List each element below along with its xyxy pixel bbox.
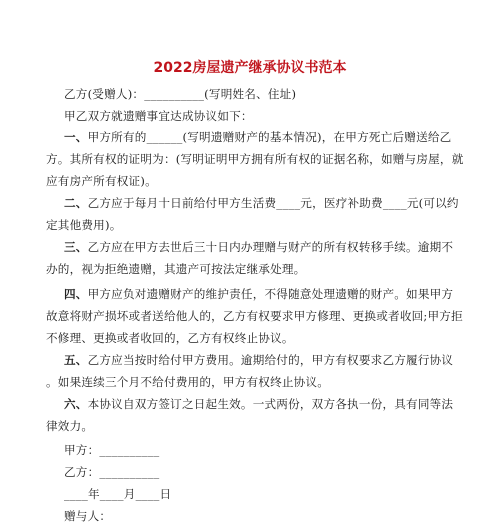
- party-b-line: 乙方(受赠人)：__________(写明姓名、住址): [64, 87, 297, 101]
- clause-4-text-1: 甲方应负对遗赠财产的维护责任，不得随意处理遗赠的财产。如果甲方: [87, 287, 454, 301]
- signature-party-b: 乙方：__________: [64, 465, 160, 479]
- clause-2-text-1: 乙方应于每月十日前给付甲方生活费____元，医疗补助费____元(可以约: [87, 196, 459, 210]
- clause-2-number: 二、: [64, 196, 88, 210]
- clause-1-text-1: 甲方所有的______(写明遗赠财产的基本情况)，在甲方死亡后赠送给乙: [87, 130, 452, 144]
- clause-4-line-1: [64, 287, 453, 301]
- clause-1-line-1: [64, 130, 451, 144]
- clause-2-line-2: 定其他费用)。: [46, 218, 122, 232]
- clause-1-line-2: 方。其所有权的证明为：(写明证明甲方拥有所有权的证据名称，如赠与房屋，就: [46, 152, 464, 166]
- clause-4-line-3: 不修理、更换或者收回的，乙方有权终止协议。: [46, 331, 294, 345]
- clause-3-number: 三、: [64, 240, 88, 254]
- clause-5-text-1: 乙方应当按时给付甲方费用。逾期给付的，甲方有权要求乙方履行协议: [87, 353, 454, 367]
- clause-3-line-1: [64, 240, 453, 254]
- clause-3-text-1: 乙方应在甲方去世后三十日内办理赠与财产的所有权转移手续。逾期不: [87, 240, 454, 254]
- document-title: 2022房屋遗产继承协议书范本: [153, 60, 347, 76]
- clause-4-line-2: 故意将财产损坏或者送给他人的，乙方有权要求甲方修理、更换或者收回;甲方拒: [46, 309, 463, 323]
- clause-6-text-1: 本协议自双方签订之日起生效。一式两份，双方各执一份，具有同等法: [87, 397, 454, 411]
- date-line: ____年____月____日: [64, 487, 172, 501]
- clause-5-number: 五、: [64, 353, 88, 367]
- clause-3-line-2: 办的，视为拒绝遗赠，其遗产可按法定继承处理。: [46, 262, 306, 276]
- clause-5-line-2: 。如果连续三个月不给付费用的，甲方有权终止协议。: [46, 375, 330, 389]
- clause-4-number: 四、: [64, 287, 88, 301]
- donor-line: 赠与人：: [64, 509, 112, 523]
- clause-1-number: 一、: [64, 130, 88, 144]
- clause-6-line-1: [64, 397, 453, 411]
- clause-6-line-2: 律效力。: [46, 419, 94, 433]
- clause-5-line-1: [64, 353, 453, 367]
- clause-1-line-3: 应有房产所有权证)。: [46, 174, 157, 188]
- signature-party-a: 甲方：__________: [64, 443, 160, 457]
- intro-line: 甲乙双方就遗赠事宜达成协议如下：: [64, 109, 253, 123]
- clause-2-line-1: [64, 196, 459, 210]
- clause-6-number: 六、: [64, 397, 88, 411]
